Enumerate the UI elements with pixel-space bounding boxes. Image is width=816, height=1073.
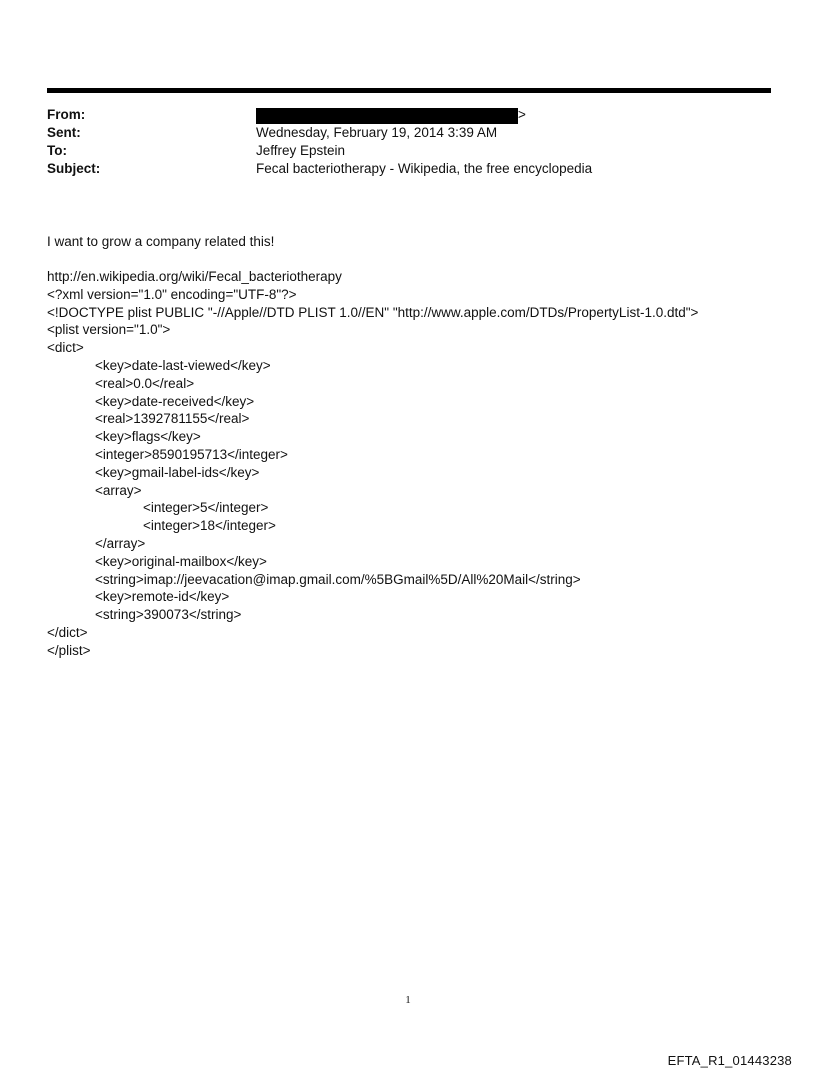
body-line-plist-open: <plist version="1.0"> xyxy=(47,322,171,338)
to-label: To: xyxy=(47,143,67,158)
body-line-real-date-received: <real>1392781155</real> xyxy=(95,411,250,427)
body-line-integer-flags: <integer>8590195713</integer> xyxy=(95,446,288,462)
from-value xyxy=(256,106,771,124)
body-line-array-close: </array> xyxy=(95,535,146,551)
from-label: From: xyxy=(47,107,86,122)
body-line-xml-declaration: <?xml version="1.0" encoding="UTF-8"?> xyxy=(47,286,297,302)
body-line-real-date-last-viewed: <real>0.0</real> xyxy=(95,375,195,391)
body-line-key-remote-id: <key>remote-id</key> xyxy=(95,589,230,605)
body-line-doctype: <!DOCTYPE plist PUBLIC "-//Apple//DTD PLIST 1.0//EN" "http://www.apple.com/DTDs/PropertyList-1.0.dtd"> xyxy=(47,304,699,320)
body-line-array-open: <array> xyxy=(95,482,142,498)
email-body xyxy=(47,233,787,660)
body-line-url: http://en.wikipedia.org/wiki/Fecal_bacteriotherapy xyxy=(47,269,342,284)
body-line-key-date-last-viewed: <key>date-last-viewed</key> xyxy=(95,357,271,373)
body-line-integer-5: <integer>5</integer> xyxy=(143,500,269,516)
redaction-bar xyxy=(256,108,518,124)
header-divider xyxy=(47,88,771,93)
sent-value: Wednesday, February 19, 2014 3:39 AM xyxy=(256,125,498,140)
to-value: Jeffrey Epstein xyxy=(256,143,346,158)
sent-row xyxy=(47,124,771,142)
sent-label: Sent: xyxy=(47,125,81,140)
page-number: 1 xyxy=(405,994,411,1006)
body-line-string-original-mailbox: <string>imap://jeevacation@imap.gmail.com/%5BGmail%5D/All%20Mail</string> xyxy=(95,571,581,587)
document-id: EFTA_R1_01443238 xyxy=(667,1053,792,1068)
subject-value: Fecal bacteriotherapy - Wikipedia, the free encyclopedia xyxy=(256,161,593,176)
body-line-key-flags: <key>flags</key> xyxy=(95,429,201,445)
to-row xyxy=(47,142,771,160)
subject-row xyxy=(47,160,771,178)
body-line-key-original-mailbox: <key>original-mailbox</key> xyxy=(95,553,267,569)
body-line-key-date-received: <key>date-received</key> xyxy=(95,393,255,409)
from-suffix: > xyxy=(518,107,526,122)
body-line-dict-close: </dict> xyxy=(47,624,88,640)
email-header xyxy=(47,106,771,178)
body-intro: I want to grow a company related this! xyxy=(47,234,275,249)
subject-label: Subject: xyxy=(47,161,101,176)
body-line-string-remote-id: <string>390073</string> xyxy=(95,607,242,623)
body-line-integer-18: <integer>18</integer> xyxy=(143,518,276,534)
body-line-dict-open: <dict> xyxy=(47,340,84,356)
body-line-key-gmail-label-ids: <key>gmail-label-ids</key> xyxy=(95,464,260,480)
body-line-plist-close: </plist> xyxy=(47,642,91,658)
from-row xyxy=(47,106,771,124)
